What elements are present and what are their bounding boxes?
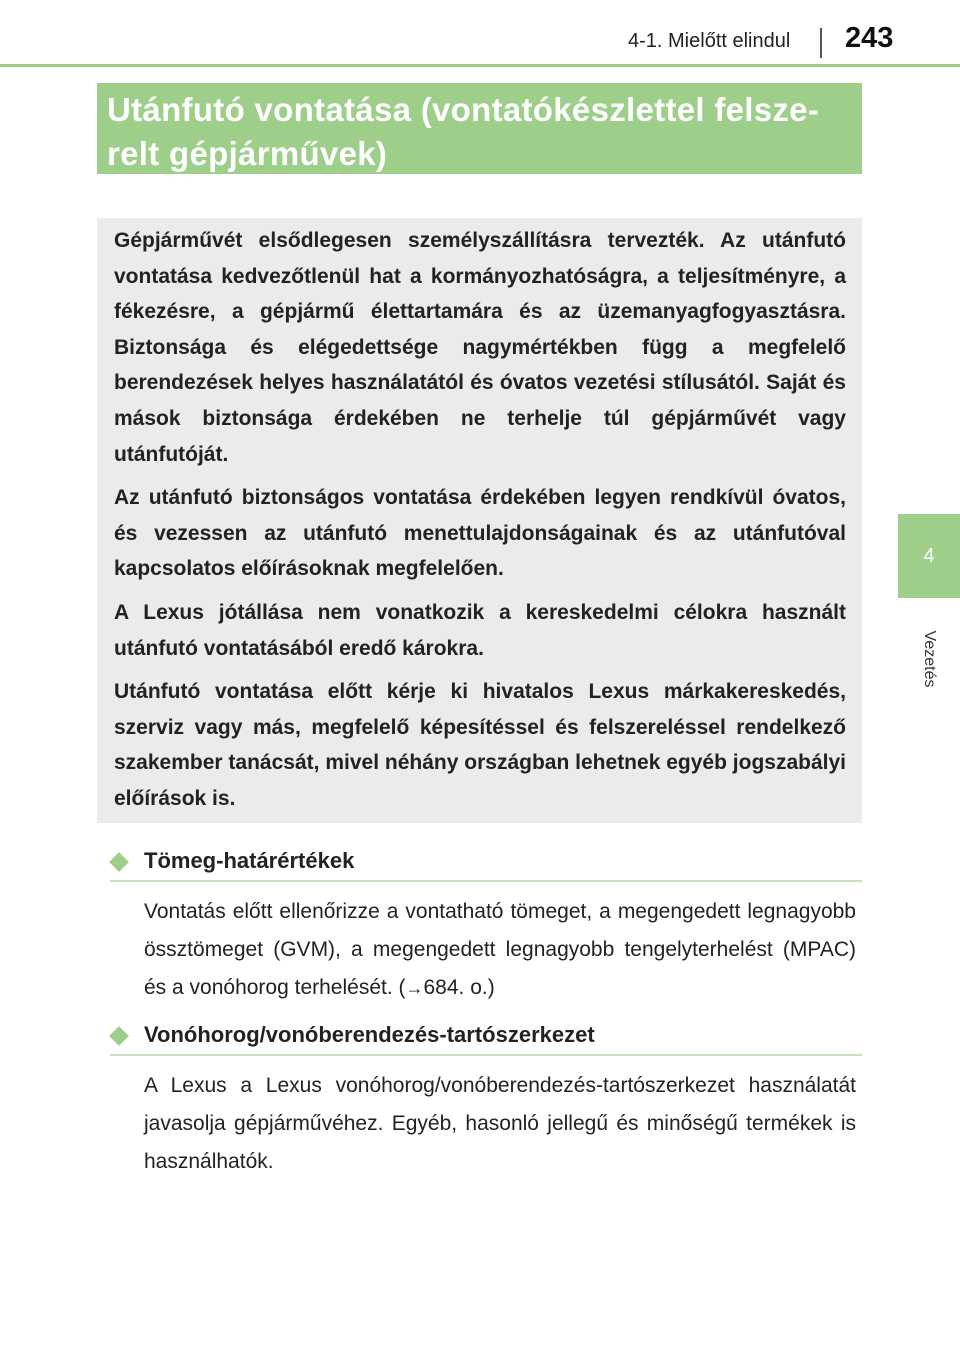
intro-box (97, 218, 862, 823)
diamond-bullet-icon (109, 852, 129, 872)
tow-hitch-text: A Lexus a Lexus vonóhorog/vonóberendezés-tartószerkezet használatát javasolja gépjárművéhez. Egyéb, hasonló jellegű és minőségű termékek is használhatók. (144, 1074, 856, 1173)
section-title-banner (97, 83, 862, 174)
diamond-bullet-icon (109, 1026, 129, 1046)
chapter-tab (898, 514, 960, 598)
subheading-rule (110, 880, 862, 882)
intro-paragraph: A Lexus jótállása nem vonatkozik a kereskedelmi célokra használt utánfutó vontatásából eredő károkra. (114, 600, 846, 660)
page-number: 243 (845, 22, 894, 54)
intro-paragraph: Gépjárművét elsődlegesen személyszállításra tervezték. Az utánfutó vontatása kedvezőtlenül hat a kormányozhatóságra, a teljesítményre, a fékezésre, a gépjármű élettartamára és az üzemanyagfogyasztásra. Biztonsága és elégedettsége nagymértékben függ a megfelelő berendezések helyes használatától és óvatos vezetési stílusától. Saját és mások biztonsága érdekében ne terhelje túl gépjárművét vagy utánfutóját. (114, 229, 846, 466)
subheading-label: Tömeg-határértékek (144, 848, 355, 873)
intro-paragraph: Utánfutó vontatása előtt kérje ki hivatalos Lexus márkakereskedés, szerviz vagy más, megfelelő képesítéssel és felszereléssel rendelkező szakember tanácsát, mivel néhány országban lehetnek egyéb jogszabályi előírások is. (114, 680, 846, 810)
section-title-line-1: Utánfutó vontatása (vontatókészlettel felsze- (107, 91, 820, 128)
page-reference-link[interactable]: 684. o.) (423, 976, 495, 999)
section-title-line-2: relt gépjárművek) (107, 135, 388, 172)
weight-limits-text-main: Vontatás előtt ellenőrizze a vontatható tömeget, a megengedett legnagyobb össztömeget (GVM), a megengedett legnagyobb tengelyterhelést (MPAC) és a vonóhorog terhelését. ( (144, 900, 856, 999)
subheading-weight-limits (110, 842, 862, 882)
header-divider (820, 28, 822, 58)
header-rule (0, 64, 960, 67)
chapter-label: Vezetés (921, 630, 938, 688)
subheading-label: Vonóhorog/vonóberendezés-tartószerkezet (144, 1022, 595, 1047)
header-section-title: 4-1. Mielőtt elindul (628, 30, 791, 52)
subheading-tow-hitch (110, 1016, 862, 1056)
arrow-right-icon: → (405, 978, 424, 998)
subheading-rule (110, 1054, 862, 1056)
intro-paragraph: Az utánfutó biztonságos vontatása érdekében legyen rendkívül óvatos, és vezessen az utánfutó menettulajdonságainak és az utánfutóval kapcsolatos előírásoknak megfelelően. (114, 486, 846, 581)
chapter-number: 4 (923, 544, 935, 567)
weight-limits-text (144, 893, 856, 1007)
